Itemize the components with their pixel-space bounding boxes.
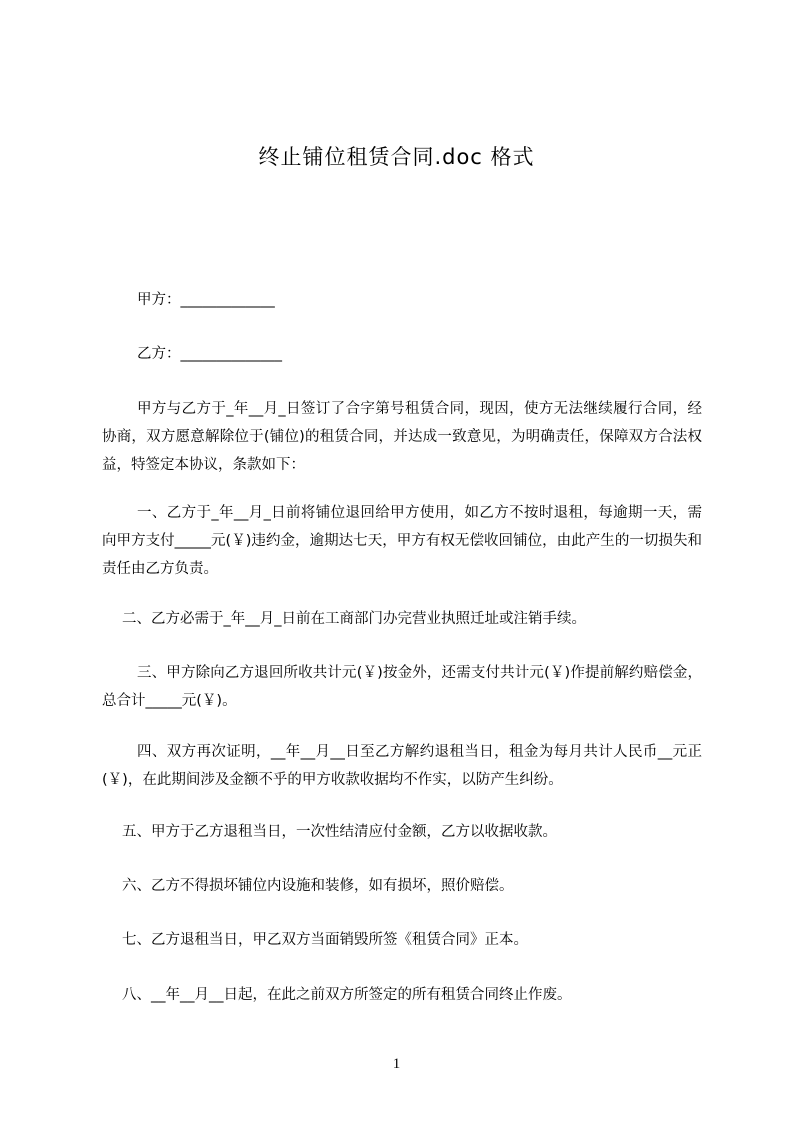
party-b-line: 乙方：______________ <box>137 346 282 362</box>
party-a-line: 甲方：_____________ <box>137 292 275 308</box>
clause-3: 三、甲方除向乙方退回所收共计元(￥)按金外，还需支付共计元(￥)作提前解约赔偿金，总合计_____元(￥)。 <box>102 665 702 709</box>
clause-7: 七、乙方退租当日，甲乙双方当面销毁所签《租赁合同》正本。 <box>122 932 528 948</box>
clause-5: 五、甲方于乙方退租当日，一次性结清应付金额，乙方以收据收款。 <box>122 824 557 840</box>
clause-4: 四、双方再次证明，__年__月__日至乙方解约退租当日，租金为每月共计人民币__元正(￥)，在此期间涉及金额不乎的甲方收款收据均不作实，以防产生纠纷。 <box>102 744 702 788</box>
document-title: 终止铺位租赁合同.doc 格式 <box>258 145 535 169</box>
clause-8: 八、__年__月__日起，在此之前双方所签定的所有租赁合同终止作废。 <box>122 987 572 1003</box>
clause-1: 一、乙方于_年__月_日前将铺位退回给甲方使用，如乙方不按时退租，每逾期一天，需向甲方支付_____元(￥)违约金，逾期达七天，甲方有权无偿收回铺位，由此产生的一切损失和责任由乙方负责。 <box>102 505 702 577</box>
intro-paragraph: 甲方与乙方于_年__月_日签订了合字第号租赁合同，现因，使方无法继续履行合同，经协商，双方愿意解除位于(铺位)的租赁合同，并达成一致意见，为明确责任，保障双方合法权益，特签定本协议，条款如下： <box>102 401 702 473</box>
clause-2: 二、乙方必需于_年__月_日前在工商部门办完营业执照迁址或注销手续。 <box>122 611 586 627</box>
clause-6: 六、乙方不得损坏铺位内设施和装修，如有损坏，照价赔偿。 <box>122 878 514 894</box>
page-number: 1 <box>392 1056 401 1072</box>
